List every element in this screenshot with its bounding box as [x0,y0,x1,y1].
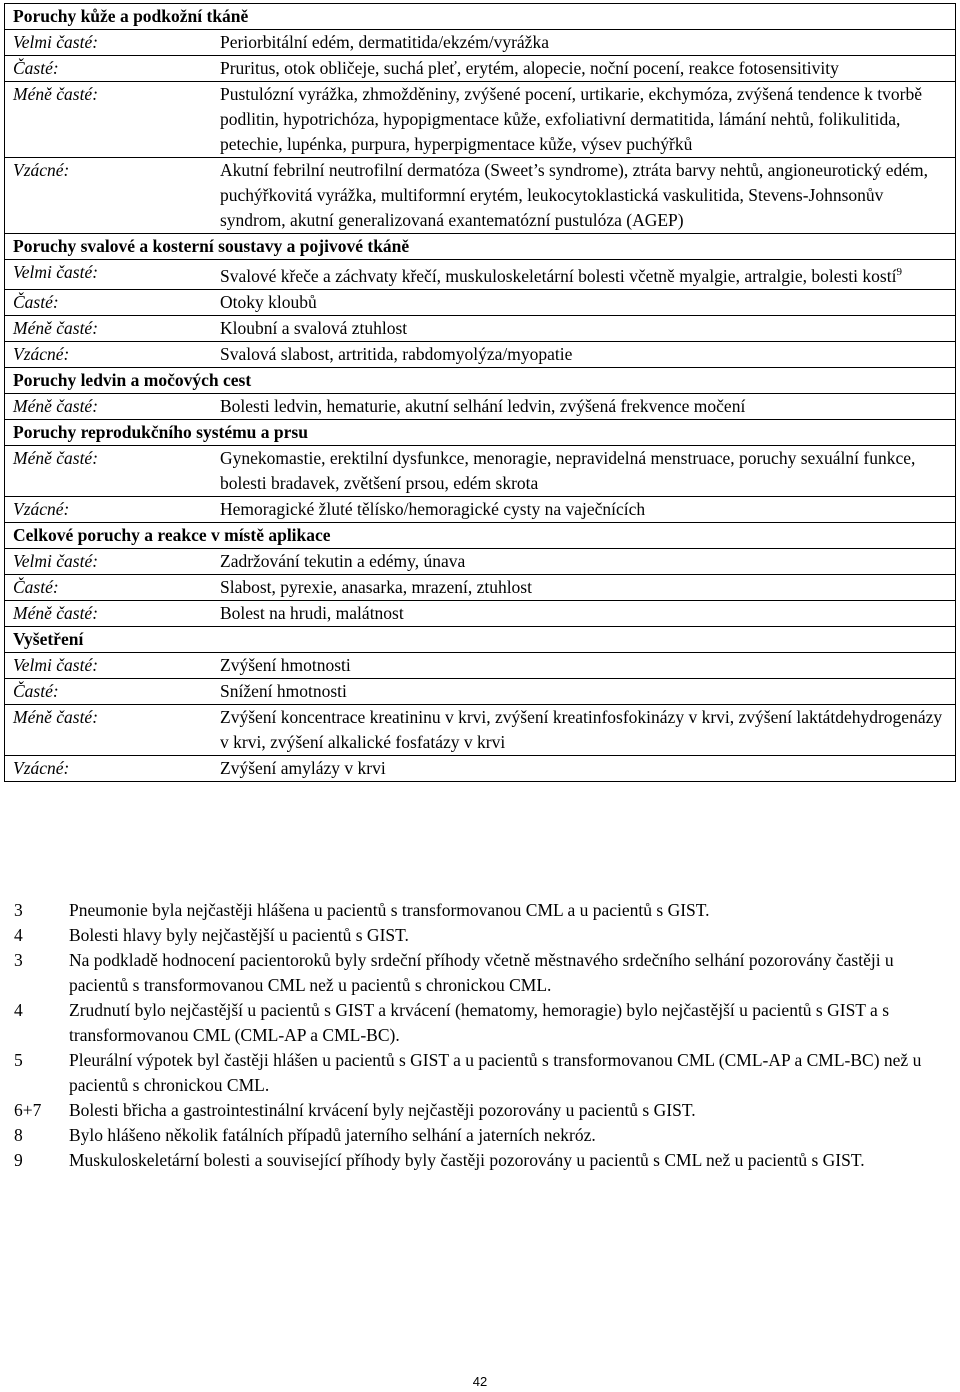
table-row [5,653,955,679]
frequency-label: Velmi časté: [13,654,99,675]
footnote [14,898,934,923]
table-row [5,705,955,756]
frequency-label: Velmi časté: [13,262,99,282]
reaction-text: Svalová slabost, artritida, rabdomyolýza/myopatie [220,343,573,364]
reaction-description [220,601,955,626]
reaction-text: Bolest na hrudi, malátnost [220,602,404,623]
footnote-number: 3 [14,950,23,970]
table-row [5,575,955,601]
section-heading: Poruchy kůže a podkožní tkáně [5,4,955,30]
footnote-text: Na podkladě hodnocení pacientoroků byly srdeční příhody včetně městnavého srdečního selhání pozorovány častěji u pacientů s transformovanou CML než u pacientů s chronickou CML. [69,950,894,995]
reaction-description [220,30,955,55]
reaction-text: Zadržování tekutin a edémy, únava [220,550,466,571]
table-row [5,679,955,705]
footnote [14,948,934,998]
section-heading: Vyšetření [5,627,955,653]
footnote-text: Muskuloskeletární bolesti a související příhody byly častěji pozorovány u pacientů s CML než u pacientů s GIST. [69,1150,865,1170]
footnote-number: 4 [14,1000,23,1020]
table-row [5,342,955,368]
reaction-text: Svalové křeče a záchvaty křečí, muskuloskeletární bolesti včetně myalgie, artralgie, bolesti kostí [220,265,897,286]
reaction-text: Snížení hmotnosti [220,680,347,701]
table-row [5,601,955,627]
frequency-label: Méně časté: [13,317,99,338]
footnote [14,1123,934,1148]
frequency-label: Velmi časté: [13,32,99,52]
frequency-label: Méně časté: [13,706,99,727]
footnote [14,1048,934,1098]
reaction-text: Periorbitální edém, dermatitida/ekzém/vyrážka [220,32,549,52]
reaction-description [220,446,955,496]
reaction-description [220,342,955,367]
footnote-text: Bolesti břicha a gastrointestinální krvácení byly nejčastěji pozorovány u pacientů s GIST. [69,1100,696,1120]
footnote [14,998,934,1048]
reaction-text: Kloubní a svalová ztuhlost [220,317,408,338]
reaction-description [220,56,955,81]
table-row [5,260,955,290]
reaction-description [220,705,955,755]
reaction-description [220,575,955,600]
table-row [5,316,955,342]
frequency-label: Méně časté: [13,602,99,623]
frequency-label: Vzácné: [13,498,70,519]
section-heading: Poruchy ledvin a močových cest [5,368,955,394]
section-heading: Poruchy svalové a kosterní soustavy a pojivové tkáně [5,234,955,260]
footnote-number: 3 [14,900,23,920]
frequency-label: Časté: [13,58,59,78]
table-row [5,82,955,158]
reaction-description [220,679,955,704]
footnote-number: 4 [14,925,23,945]
reaction-text: Zvýšení hmotnosti [220,654,351,675]
footnote [14,1148,934,1173]
footnote-text: Bolesti hlavy byly nejčastější u pacientů s GIST. [69,925,409,945]
frequency-label: Méně časté: [13,84,99,104]
reaction-description [220,260,955,289]
reaction-text: Slabost, pyrexie, anasarka, mrazení, ztuhlost [220,576,532,597]
reaction-text: Pustulózní vyrážka, zhmožděniny, zvýšené pocení, urtikarie, ekchymóza, zvýšená tendence k tvorbě podlitin, hypotrichóza, hypopigmentace kůže, exfoliativní dermatitida, lámání nehtů, folikulitida, petechie, lupénka, purpura, hyperpigmentace kůže, výsev puchýřků [220,84,923,154]
reaction-text: Zvýšení koncentrace kreatininu v krvi, zvýšení kreatinfosfokinázy v krvi, zvýšení laktátdehydrogenázy v krvi, zvýšení alkalické fosfatázy v krvi [220,706,943,752]
footnote-number: 5 [14,1050,23,1070]
reaction-description [220,158,955,233]
reaction-description [220,316,955,341]
footnote-marker: 9 [896,266,902,278]
table-row [5,549,955,575]
reaction-description [220,756,955,781]
reaction-text: Pruritus, otok obličeje, suchá pleť, erytém, alopecie, noční pocení, reakce fotosensitivity [220,58,839,78]
table-row [5,394,955,420]
reaction-description [220,497,955,522]
table-row [5,290,955,316]
frequency-label: Méně časté: [13,395,99,416]
reaction-text: Zvýšení amylázy v krvi [220,757,386,778]
reaction-text: Akutní febrilní neutrofilní dermatóza (Sweet’s syndrome), ztráta barvy nehtů, angioneurotický edém, puchýřkovitá vyrážka, multiformní erytém, leukocytoklastická vaskulitida, Stevens-Johnsonův syndrom, akutní generalizovaná exantematózní pustulóza (AGEP) [220,160,929,230]
footnote [14,1098,934,1123]
reaction-text: Gynekomastie, erektilní dysfunkce, menoragie, nepravidelná menstruace, poruchy sexuální funkce, bolesti bradavek, zvětšení prsou, edém skrota [220,447,916,493]
reaction-text: Hemoragické žluté tělísko/hemoragické cysty na vaječnících [220,498,646,519]
footnote-number: 9 [14,1150,23,1170]
frequency-label: Velmi časté: [13,550,99,571]
reaction-description [220,653,955,678]
frequency-label: Časté: [13,576,59,597]
footnote-number: 6+7 [14,1100,42,1120]
frequency-label: Méně časté: [13,447,99,468]
frequency-label: Vzácné: [13,160,70,180]
footnotes [14,898,934,1173]
page-number: 42 [472,1374,488,1389]
footnote-text: Zrudnutí bylo nejčastější u pacientů s GIST a krvácení (hematomy, hemoragie) bylo nejčastější u pacientů s GIST a s transformovanou CML (CML-AP a CML-BC). [69,1000,890,1045]
frequency-label: Vzácné: [13,343,70,364]
table-row [5,30,955,56]
table-row [5,56,955,82]
footnote-text: Pleurální výpotek byl častěji hlášen u pacientů s GIST a u pacientů s transformovanou CML (CML-AP a CML-BC) než u pacientů s chronickou CML. [69,1050,922,1095]
section-heading: Celkové poruchy a reakce v místě aplikace [5,523,955,549]
adverse-reactions-table [4,3,956,782]
reaction-description [220,549,955,574]
table-row [5,497,955,523]
reaction-description [220,82,955,157]
frequency-label: Časté: [13,291,59,312]
footnote-text: Pneumonie byla nejčastěji hlášena u pacientů s transformovanou CML a u pacientů s GIST. [69,900,710,920]
footnote-number: 8 [14,1125,23,1145]
reaction-description [220,290,955,315]
section-heading: Poruchy reprodukčního systému a prsu [5,420,955,446]
reaction-text: Otoky kloubů [220,291,317,312]
footnote [14,923,934,948]
table-row [5,158,955,234]
footnote-text: Bylo hlášeno několik fatálních případů jaterního selhání a jaterních nekróz. [69,1125,596,1145]
reaction-text: Bolesti ledvin, hematurie, akutní selhání ledvin, zvýšená frekvence močení [220,395,746,416]
reaction-description [220,394,955,419]
frequency-label: Vzácné: [13,757,70,778]
table-row [5,756,955,781]
table-row [5,446,955,497]
frequency-label: Časté: [13,680,59,701]
